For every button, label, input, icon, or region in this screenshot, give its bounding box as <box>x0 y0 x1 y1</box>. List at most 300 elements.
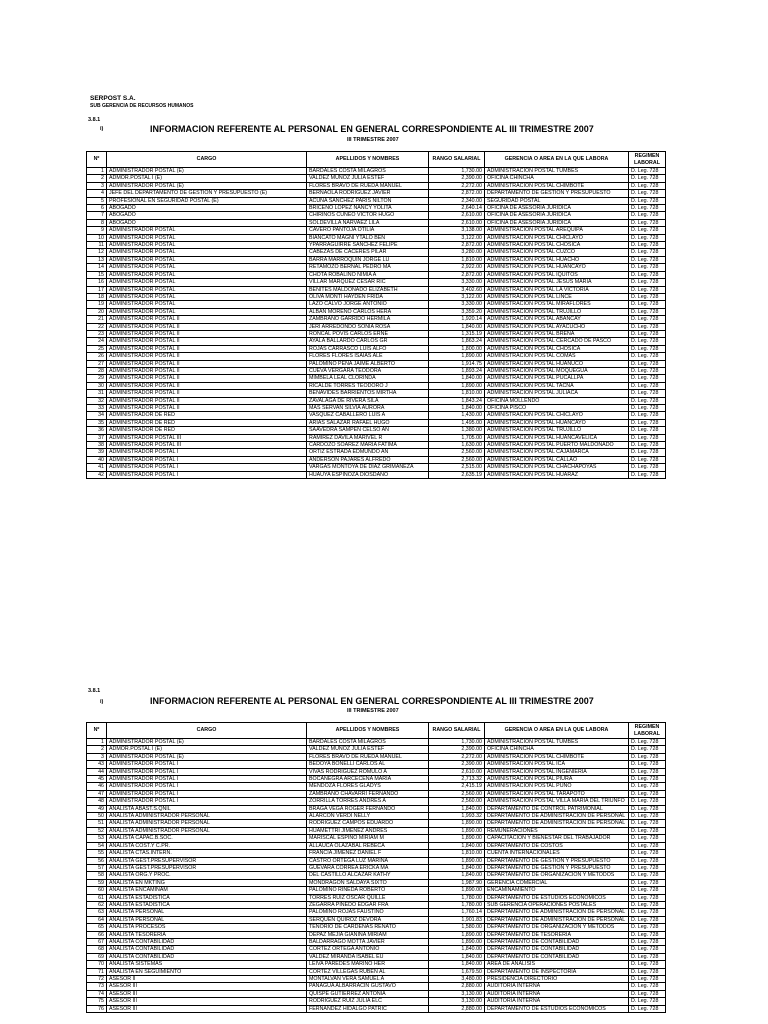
cell-number: 24 <box>87 338 107 345</box>
cell-nombres: CHIRINOS CUNEO VICTOR HUGO <box>307 212 429 219</box>
cell-nombres: SOLDEVILLA NARVAEZ LILA <box>307 219 429 226</box>
cell-rango: 2,390.00 <box>429 175 485 182</box>
section-letter: i) <box>100 126 104 132</box>
table-row <box>87 961 666 968</box>
cell-number: 17 <box>87 286 107 293</box>
cell-rango: 1,993.32 <box>429 813 485 820</box>
cell-regimen: D. Leg. 728 <box>629 360 666 367</box>
cell-rango: 1,810.00 <box>429 256 485 263</box>
cell-number: 51 <box>87 820 107 827</box>
cell-regimen: D. Leg. 728 <box>629 909 666 916</box>
cell-nombres: MIMBELA LEAL CLORINDA <box>307 375 429 382</box>
cell-gerencia: ADMINISTRACION POSTAL HUANCAYO <box>485 264 629 271</box>
cell-cargo: ADMINISTRADOR POSTAL <box>107 249 307 256</box>
table-row <box>87 256 666 263</box>
cell-gerencia: ADMINISTRACION POSTAL TACNA <box>485 382 629 389</box>
cell-rango: 2,560.00 <box>429 449 485 456</box>
cell-rango: 2,640.14 <box>429 205 485 212</box>
cell-gerencia: ADMINISTRACION POSTAL AYACUCHO <box>485 323 629 330</box>
cell-regimen: D. Leg. 728 <box>629 442 666 449</box>
cell-regimen: D. Leg. 728 <box>629 168 666 175</box>
cell-cargo: ADMINISTRADOR POSTAL II <box>107 397 307 404</box>
col-header-number: Nº <box>87 723 107 739</box>
cell-regimen: D. Leg. 728 <box>629 316 666 323</box>
cell-rango: 1,890.00 <box>429 827 485 834</box>
cell-cargo: ANALISTA ESTADISTICA <box>107 894 307 901</box>
cell-number: 42 <box>87 471 107 478</box>
company-name: SERPOST S.A. <box>90 95 136 102</box>
cell-nombres: SAAVEDRA SAMPEN CELSO AN <box>307 427 429 434</box>
cell-number: 10 <box>87 234 107 241</box>
cell-rango: 1,430.00 <box>429 412 485 419</box>
cell-nombres: PALOMINO RINEDA ROBERTO <box>307 887 429 894</box>
table-row <box>87 219 666 226</box>
cell-regimen: D. Leg. 728 <box>629 375 666 382</box>
cell-rango: 2,515.00 <box>429 464 485 471</box>
cell-number: 41 <box>87 464 107 471</box>
cell-gerencia: DEPARTAMENTO DE ESTUDIOS ECONOMICOS <box>485 894 629 901</box>
cell-gerencia: ADMINISTRACION POSTAL CHIMBOTE <box>485 182 629 189</box>
cell-number: 38 <box>87 442 107 449</box>
cell-nombres: FRANCIA JIMENEZ DANIEL F <box>307 850 429 857</box>
cell-nombres: DEL CASTILLO ALCAZAR KATHY <box>307 872 429 879</box>
cell-regimen: D. Leg. 728 <box>629 850 666 857</box>
cell-regimen: D. Leg. 728 <box>629 419 666 426</box>
cell-nombres: YPARRAGUIRRE SANCHEZ FELIPE <box>307 242 429 249</box>
cell-rango: 3,402.60 <box>429 286 485 293</box>
table-row <box>87 887 666 894</box>
cell-gerencia: ADMINISTRACION POSTAL TRUJILLO <box>485 308 629 315</box>
cell-number: 19 <box>87 301 107 308</box>
cell-rango: 1,730.00 <box>429 168 485 175</box>
table-row <box>87 338 666 345</box>
section-number: 3.8.1 <box>88 117 101 123</box>
table-row <box>87 842 666 849</box>
cell-cargo: ADMINISTRADOR POSTAL <box>107 271 307 278</box>
cell-cargo: ASESOR II <box>107 976 307 983</box>
cell-rango: 3,122.00 <box>429 234 485 241</box>
cell-nombres: ARIAS SALAZAR RAFAEL HUGO <box>307 419 429 426</box>
cell-cargo: ANALISTA EN MKTING <box>107 879 307 886</box>
cell-cargo: ADMINISTRADOR POSTAL <box>107 279 307 286</box>
cell-gerencia: ADMINISTRACION POSTAL TUMBES <box>485 739 629 746</box>
table-row <box>87 813 666 820</box>
cell-number: 56 <box>87 857 107 864</box>
cell-number: 44 <box>87 768 107 775</box>
cell-cargo: PROFESIONAL EN SEGURIDAD POSTAL (E) <box>107 197 307 204</box>
table-row <box>87 345 666 352</box>
cell-regimen: D. Leg. 728 <box>629 471 666 478</box>
cell-regimen: D. Leg. 728 <box>629 256 666 263</box>
cell-nombres: BALDARRAGO MOTTA JAVIER <box>307 938 429 945</box>
cell-regimen: D. Leg. 728 <box>629 879 666 886</box>
cell-cargo: ANALISTA ADMINISTRADOR PERSONAL <box>107 827 307 834</box>
cell-number: 7 <box>87 212 107 219</box>
cell-regimen: D. Leg. 728 <box>629 887 666 894</box>
cell-nombres: VILLAR MARQUEZ CESAR RIC <box>307 279 429 286</box>
cell-rango: 1,580.00 <box>429 924 485 931</box>
cell-rango: 1,840.00 <box>429 375 485 382</box>
table-row <box>87 827 666 834</box>
table-row <box>87 390 666 397</box>
cell-nombres: DEPAZ MEJIA GIANINA MIRIAM <box>307 931 429 938</box>
cell-regimen: D. Leg. 728 <box>629 412 666 419</box>
cell-rango: 2,713.32 <box>429 776 485 783</box>
cell-rango: 1,810.00 <box>429 850 485 857</box>
cell-gerencia: AREA DE ANALISIS <box>485 961 629 968</box>
cell-nombres: HUAUYA ESPINOZA DIOSDANO <box>307 471 429 478</box>
cell-nombres: BERNAOLA RODRIGUEZ JAVIER <box>307 190 429 197</box>
cell-number: 12 <box>87 249 107 256</box>
cell-cargo: ADMINISTRADOR POSTAL II <box>107 375 307 382</box>
cell-gerencia: DEPARTAMENTO DE ADMINISTRACION DE PERSONAL <box>485 820 629 827</box>
table-row <box>87 449 666 456</box>
cell-regimen: D. Leg. 728 <box>629 219 666 226</box>
cell-cargo: ADMINISTRADOR POSTAL <box>107 227 307 234</box>
cell-rango: 1,890.00 <box>429 835 485 842</box>
cell-number: 49 <box>87 805 107 812</box>
cell-nombres: GUEVARA CORREA ERICKA MA <box>307 864 429 871</box>
cell-gerencia: DEPARTAMENTO DE ORGANIZACION Y METODOS <box>485 924 629 931</box>
cell-cargo: ADMINISTRADOR POSTAL <box>107 242 307 249</box>
cell-rango: 1,495.00 <box>429 419 485 426</box>
cell-rango: 2,610.00 <box>429 219 485 226</box>
table-row <box>87 323 666 330</box>
cell-rango: 1,890.00 <box>429 857 485 864</box>
cell-nombres: ZAMBRANO GARRIDO HERMILA <box>307 316 429 323</box>
cell-nombres: ORTIZ ESTRADA EDMUNDO AN <box>307 449 429 456</box>
cell-rango: 1,890.00 <box>429 382 485 389</box>
cell-rango: 1,901.83 <box>429 916 485 923</box>
cell-cargo: ADMINISTRADOR POSTAL I <box>107 471 307 478</box>
table-row <box>87 301 666 308</box>
cell-gerencia: ADMINISTRACION POSTAL IQUITOS <box>485 271 629 278</box>
cell-nombres: CAVERO PANTOJA OTILIA <box>307 227 429 234</box>
cell-gerencia: OFICINA DE ASESORIA JURIDICA <box>485 219 629 226</box>
cell-rango: 3,359.20 <box>429 308 485 315</box>
cell-cargo: ADMINISTRADOR DE RED <box>107 427 307 434</box>
cell-cargo: ASESOR III <box>107 983 307 990</box>
cell-gerencia: REMUNERACIONES <box>485 827 629 834</box>
cell-number: 1 <box>87 739 107 746</box>
table-row <box>87 916 666 923</box>
cell-cargo: ADMINISTRADOR POSTAL <box>107 308 307 315</box>
cell-gerencia: SUB GERENCIA OPERACIONES POSTALES <box>485 901 629 908</box>
cell-rango: 1,840.00 <box>429 805 485 812</box>
report-subtitle-2: III TRIMESTRE 2007 <box>347 708 399 714</box>
table-row <box>87 412 666 419</box>
table-row <box>87 316 666 323</box>
cell-gerencia: ADMINISTRACION POSTAL CUZCO <box>485 249 629 256</box>
cell-number: 16 <box>87 279 107 286</box>
cell-cargo: ASESOR III <box>107 998 307 1005</box>
cell-regimen: D. Leg. 728 <box>629 293 666 300</box>
cell-rango: 3,130.00 <box>429 998 485 1005</box>
cell-rango: 1,840.00 <box>429 842 485 849</box>
table-row <box>87 909 666 916</box>
cell-regimen: D. Leg. 728 <box>629 790 666 797</box>
cell-rango: 2,872.00 <box>429 271 485 278</box>
cell-nombres: FLORES BRAVO DE RUEDA MANUEL <box>307 182 429 189</box>
cell-nombres: BARRA MARROQUIN JORGE LU <box>307 256 429 263</box>
table-row <box>87 293 666 300</box>
cell-number: 65 <box>87 924 107 931</box>
cell-number: 2 <box>87 746 107 753</box>
cell-regimen: D. Leg. 728 <box>629 998 666 1005</box>
cell-rango: 2,872.00 <box>429 242 485 249</box>
cell-cargo: ADMINISTRADOR POSTAL II <box>107 316 307 323</box>
cell-gerencia: DEPARTAMENTO DE GESTION Y PRESUPUESTO <box>485 864 629 871</box>
cell-gerencia: ADMINISTRACION POSTAL CHOSICA <box>485 345 629 352</box>
cell-number: 29 <box>87 375 107 382</box>
cell-regimen: D. Leg. 728 <box>629 382 666 389</box>
table-row <box>87 739 666 746</box>
table-row <box>87 367 666 374</box>
cell-number: 50 <box>87 813 107 820</box>
cell-cargo: ASESOR III <box>107 1005 307 1012</box>
table-row <box>87 175 666 182</box>
cell-cargo: ADMINISTRADOR DE RED <box>107 412 307 419</box>
table-row <box>87 427 666 434</box>
table-row <box>87 1005 666 1012</box>
col-header-cargo: CARGO <box>107 723 307 739</box>
cell-number: 43 <box>87 761 107 768</box>
table-row <box>87 464 666 471</box>
cell-gerencia: PRESIDENCIA DIRECTORIO <box>485 976 629 983</box>
table-row <box>87 924 666 931</box>
cell-number: 66 <box>87 931 107 938</box>
table-row <box>87 212 666 219</box>
cell-gerencia: ADMINISTRACION POSTAL CHIMBOTE <box>485 753 629 760</box>
cell-gerencia: DEPARTAMENTO DE CONTABILIDAD <box>485 946 629 953</box>
cell-gerencia: OFICINA MOLLENDO <box>485 397 629 404</box>
cell-nombres: LAZO CALVO JORGE ANTONIO <box>307 301 429 308</box>
cell-rango: 1,890.00 <box>429 887 485 894</box>
cell-regimen: D. Leg. 728 <box>629 456 666 463</box>
cell-number: 32 <box>87 397 107 404</box>
cell-regimen: D. Leg. 728 <box>629 264 666 271</box>
table-row <box>87 168 666 175</box>
cell-cargo: ADMINISTRADOR POSTAL II <box>107 390 307 397</box>
cell-cargo: ANALISTA ABAST.S.QNIL <box>107 805 307 812</box>
cell-number: 62 <box>87 901 107 908</box>
cell-cargo: ADMINISTRADOR POSTAL II <box>107 323 307 330</box>
table-row <box>87 360 666 367</box>
cell-rango: 2,635.19 <box>429 471 485 478</box>
cell-nombres: CORTEZ ORTEGA ANTONIO <box>307 946 429 953</box>
cell-cargo: ADMINISTRADOR POSTAL I <box>107 456 307 463</box>
cell-number: 18 <box>87 293 107 300</box>
table-row <box>87 761 666 768</box>
cell-nombres: ALBAN MORENO CARLOS HERA <box>307 308 429 315</box>
table-row <box>87 872 666 879</box>
cell-nombres: MENDOZA FLORES GLADYS <box>307 783 429 790</box>
report-subtitle: III TRIMESTRE 2007 <box>347 137 399 143</box>
cell-nombres: ZAVALAGA DE RIVERA SILA <box>307 397 429 404</box>
cell-cargo: ANALISTA CONTABILIDAD <box>107 946 307 953</box>
cell-rango: 1,380.00 <box>429 427 485 434</box>
cell-regimen: D. Leg. 728 <box>629 197 666 204</box>
cell-gerencia: ADMINISTRACION POSTAL HUANUCO <box>485 360 629 367</box>
cell-number: 28 <box>87 367 107 374</box>
cell-nombres: MONTALVAN VERA SAMUEL A <box>307 976 429 983</box>
cell-regimen: D. Leg. 728 <box>629 857 666 864</box>
cell-number: 3 <box>87 753 107 760</box>
table-header-row <box>87 723 666 739</box>
cell-nombres: JERI ARREDONDO SONIA ROSA <box>307 323 429 330</box>
cell-rango: 1,840.00 <box>429 946 485 953</box>
cell-gerencia: ADMINISTRACION POSTAL AREQUIPA <box>485 227 629 234</box>
cell-regimen: D. Leg. 728 <box>629 345 666 352</box>
cell-rango: 2,872.00 <box>429 190 485 197</box>
cell-nombres: ALARCON VERDI NELLY <box>307 813 429 820</box>
cell-cargo: ADMINISTRADOR POSTAL <box>107 256 307 263</box>
table-row <box>87 938 666 945</box>
table-row <box>87 976 666 983</box>
cell-gerencia: DEPARTAMENTO DE CONTABILIDAD <box>485 953 629 960</box>
table-row <box>87 271 666 278</box>
cell-number: 21 <box>87 316 107 323</box>
cell-nombres: ALLAUCA OLAZABAL REBECA <box>307 842 429 849</box>
cell-rango: 1,315.19 <box>429 330 485 337</box>
cell-regimen: D. Leg. 728 <box>629 182 666 189</box>
cell-number: 55 <box>87 850 107 857</box>
col-header-rango: RANGO SALARIAL <box>429 723 485 739</box>
cell-number: 67 <box>87 938 107 945</box>
table-row <box>87 442 666 449</box>
table-header-row <box>87 152 666 168</box>
cell-regimen: D. Leg. 728 <box>629 249 666 256</box>
cell-gerencia: DEPARTAMENTO DE GESTION Y PRESUPUESTO <box>485 190 629 197</box>
cell-cargo: ADMINISTRADOR POSTAL <box>107 293 307 300</box>
table-row <box>87 798 666 805</box>
cell-nombres: ROJAS CARRASCO LUIS ALFO <box>307 345 429 352</box>
table-row <box>87 182 666 189</box>
cell-gerencia: SEGURIDAD POSTAL <box>485 197 629 204</box>
cell-rango: 1,840.00 <box>429 323 485 330</box>
cell-gerencia: ADMINISTRACION POSTAL ICA <box>485 761 629 768</box>
cell-gerencia: ADMINISTRACION POSTAL JESUS MARIA <box>485 279 629 286</box>
cell-nombres: CUEVA VERGARA TEODORA <box>307 367 429 374</box>
cell-cargo: ADMINISTRADOR POSTAL I <box>107 761 307 768</box>
cell-gerencia: OFICINA PISCO <box>485 405 629 412</box>
cell-regimen: D. Leg. 728 <box>629 279 666 286</box>
cell-cargo: ANALISTA CAPAC.B.SOC. <box>107 835 307 842</box>
cell-cargo: ANALISTA CTAS.INTERN. <box>107 850 307 857</box>
cell-number: 14 <box>87 264 107 271</box>
cell-cargo: ADMINISTRADOR POSTAL I <box>107 464 307 471</box>
cell-rango: 1,840.00 <box>429 872 485 879</box>
cell-gerencia: ADMINISTRACION POSTAL PUCALLPA <box>485 375 629 382</box>
cell-rango: 2,922.00 <box>429 264 485 271</box>
cell-gerencia: DEPARTAMENTO DE CONTABILIDAD <box>485 938 629 945</box>
cell-number: 54 <box>87 842 107 849</box>
cell-nombres: MAS SERVAN SILVIA AURORA <box>307 405 429 412</box>
cell-gerencia: CAPACITACION Y BIENESTAR DEL TRABAJADOR <box>485 835 629 842</box>
cell-regimen: D. Leg. 728 <box>629 901 666 908</box>
cell-gerencia: ADMINISTRACION POSTAL CERCADO DE PASCO <box>485 338 629 345</box>
cell-gerencia: DEPARTAMENTO DE CONTROL PATRIMONIAL <box>485 805 629 812</box>
cell-number: 48 <box>87 798 107 805</box>
cell-nombres: VIVAS RODRIGUEZ ROMULO A <box>307 768 429 775</box>
cell-rango: 2,610.00 <box>429 768 485 775</box>
table-row <box>87 205 666 212</box>
cell-regimen: D. Leg. 728 <box>629 990 666 997</box>
cell-rango: 1,893.24 <box>429 367 485 374</box>
cell-nombres: AYALA BALLARDO CARLOS GR <box>307 338 429 345</box>
cell-number: 47 <box>87 790 107 797</box>
cell-number: 57 <box>87 864 107 871</box>
table-row <box>87 308 666 315</box>
cell-number: 46 <box>87 783 107 790</box>
cell-gerencia: ADMINISTRACION POSTAL TRUJILLO <box>485 427 629 434</box>
cell-regimen: D. Leg. 728 <box>629 449 666 456</box>
cell-number: 30 <box>87 382 107 389</box>
cell-gerencia: ADMINISTRACION POSTAL HUACHO <box>485 256 629 263</box>
cell-number: 76 <box>87 1005 107 1012</box>
cell-gerencia: OFICINA CHINCHA <box>485 746 629 753</box>
cell-nombres: CORTEZ VILLEGAS RUBEN AL <box>307 968 429 975</box>
cell-regimen: D. Leg. 728 <box>629 916 666 923</box>
cell-cargo: ABOGADO <box>107 219 307 226</box>
cell-nombres: BRAGA VEGA ROGER FERNANDO <box>307 805 429 812</box>
cell-regimen: D. Leg. 728 <box>629 271 666 278</box>
table-row <box>87 456 666 463</box>
table-row <box>87 879 666 886</box>
cell-regimen: D. Leg. 728 <box>629 938 666 945</box>
cell-cargo: ANALISTA EN SEGUIMIENTO <box>107 968 307 975</box>
cell-cargo: ANALISTA TESORERIA <box>107 931 307 938</box>
cell-number: 72 <box>87 976 107 983</box>
cell-rango: 3,330.00 <box>429 279 485 286</box>
cell-gerencia: CUENTA INTERNACIONALES <box>485 850 629 857</box>
cell-number: 53 <box>87 835 107 842</box>
table-row <box>87 286 666 293</box>
table-row <box>87 776 666 783</box>
cell-gerencia: OFICINA DE ASESORIA JURIDICA <box>485 205 629 212</box>
table-row <box>87 931 666 938</box>
cell-rango: 3,480.00 <box>429 976 485 983</box>
cell-regimen: D. Leg. 728 <box>629 397 666 404</box>
cell-number: 40 <box>87 456 107 463</box>
cell-nombres: RONCAL POVIS CARLOS ERNE <box>307 330 429 337</box>
cell-regimen: D. Leg. 728 <box>629 308 666 315</box>
cell-number: 2 <box>87 175 107 182</box>
cell-nombres: PANAGUA ALBARRACIN GUSTAVO <box>307 983 429 990</box>
cell-regimen: D. Leg. 728 <box>629 234 666 241</box>
cell-rango: 1,840.00 <box>429 864 485 871</box>
cell-nombres: TORRES RUIZ OSCAR QUILLE <box>307 894 429 901</box>
cell-rango: 2,560.00 <box>429 798 485 805</box>
cell-regimen: D. Leg. 728 <box>629 946 666 953</box>
cell-gerencia: ADMINISTRACION POSTAL HUARAZ <box>485 471 629 478</box>
cell-number: 22 <box>87 323 107 330</box>
cell-nombres: CHOTA ROBALINO NIMIA A <box>307 271 429 278</box>
cell-rango: 2,610.00 <box>429 212 485 219</box>
cell-rango: 1,730.00 <box>429 739 485 746</box>
cell-gerencia: DEPARTAMENTO DE COSTOS <box>485 842 629 849</box>
cell-nombres: FERNANDEZ HIDALGO PATRIC <box>307 1005 429 1012</box>
cell-rango: 1,760.14 <box>429 909 485 916</box>
cell-gerencia: ADMINISTRACION POSTAL BRENA <box>485 330 629 337</box>
cell-rango: 3,122.00 <box>429 293 485 300</box>
cell-regimen: D. Leg. 728 <box>629 842 666 849</box>
cell-number: 74 <box>87 990 107 997</box>
cell-nombres: ACUÑA SANCHEZ PARIS NILTON <box>307 197 429 204</box>
table-row <box>87 968 666 975</box>
cell-nombres: TENORIO DE CARDENAS RENATO <box>307 924 429 931</box>
cell-number: 36 <box>87 427 107 434</box>
